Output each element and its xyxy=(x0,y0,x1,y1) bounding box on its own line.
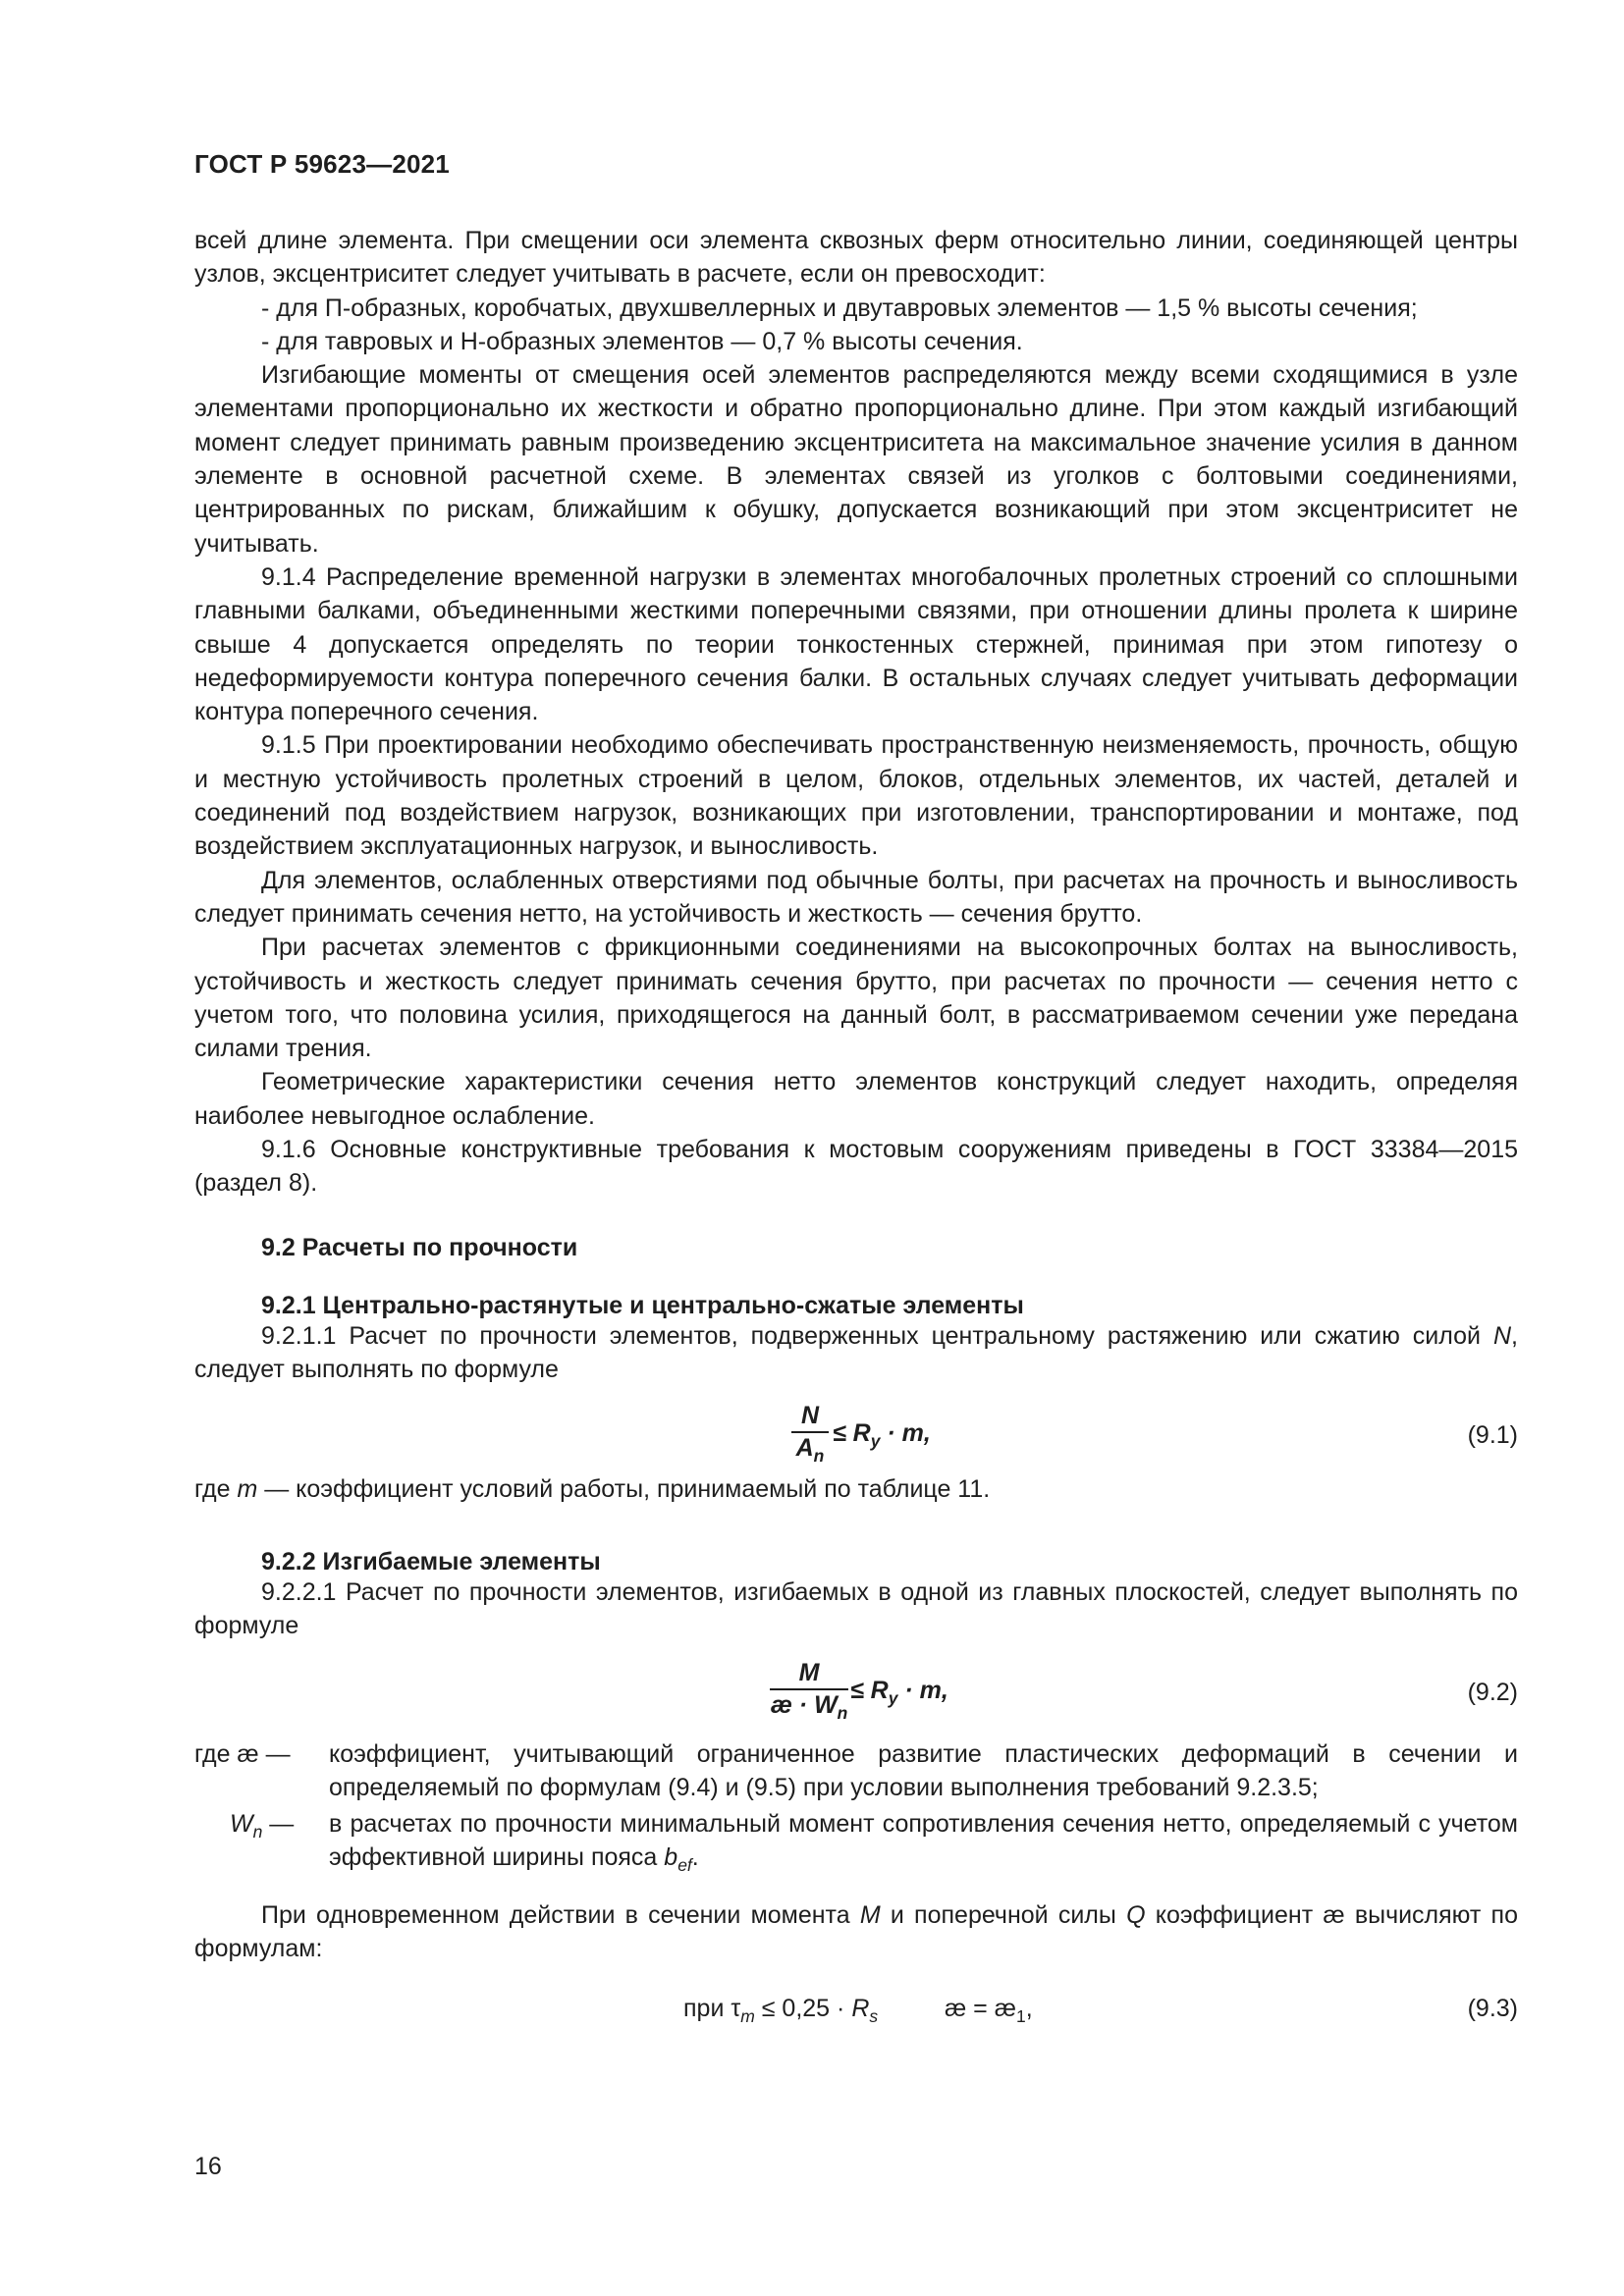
paragraph-9-2-2-1: 9.2.2.1 Расчет по прочности элементов, изгибаемых в одной из главных плоскостей, следует выполнять по формуле xyxy=(194,1578,1518,1640)
fraction xyxy=(791,1402,829,1467)
variable: m xyxy=(237,1475,258,1503)
paragraph: всей длине элемента. При смещении оси элемента сквозных ферм относительно линии, соединяющей центры узлов, эксцентриситет следует учитывать в расчете, если он превосходит: xyxy=(194,227,1518,289)
list-item: - для тавровых и Н-образных элементов — 0,7 % высоты сечения. xyxy=(261,327,1023,355)
paragraph: Изгибающие моменты от смещения осей элементов распределяются между всеми сходящимися в узле элементами пропорционально их жесткости и обратно пропорционально длине. При этом каждый изгибающий момент следует принимать равным произведению эксцентриситета на максимальное значение усилия в данном элементе в основной расчетной схеме. В элементах связей из уголков с болтовыми соединениями, центрированных по рискам, ближайшим к обушку, допускается возникающий при этом эксцентриситет не учитывать. xyxy=(194,361,1518,558)
paragraph-9-1-6: 9.1.6 Основные конструктивные требования к мостовым сооружениям приведены в ГОСТ 33384—2015 (раздел 8). xyxy=(194,1136,1518,1198)
fraction-bar xyxy=(770,1688,848,1690)
paragraph-9-1-4: 9.1.4 Распределение временной нагрузки в элементах многобалочных пролетных строений со сплошными главными балками, объединенными жесткими поперечными связями, при отношении длины пролета к ширине свыше 4 допускается определять по теории тонкостенных стержней, принимая при этом гипотезу о недеформируемости контура поперечного сечения балки. В остальных случаях следует учитывать деформации контура поперечного сечения. xyxy=(194,562,1518,726)
formula-result: æ = $æ_1$, xyxy=(945,1995,1033,2026)
definition-term: $W_n$ — xyxy=(230,1809,295,1842)
formula-rhs: ≤ $R_y \cdot m$, xyxy=(850,1677,948,1708)
definition-item xyxy=(194,1807,1518,1883)
numerator: N xyxy=(800,1402,820,1429)
paragraph-9-2-1-1 xyxy=(194,1319,1518,1387)
section-heading-9-2-2: 9.2.2 Изгибаемые элементы xyxy=(261,1548,601,1575)
denominator: $A_n$ xyxy=(795,1434,825,1466)
fraction-bar xyxy=(791,1431,829,1433)
paragraph: При одновременном действии в сечении момента M и поперечной силы Q коэффициент æ вычисляют по формулам: xyxy=(194,1901,1518,1963)
equation-number: (9.3) xyxy=(1467,1995,1518,2022)
equation-number: (9.1) xyxy=(1467,1421,1518,1449)
document-header: ГОСТ Р 59623—2021 xyxy=(194,149,450,179)
paragraph: При расчетах элементов с фрикционными соединениями на высокопрочных болтах на выносливость, устойчивость и жесткость следует принимать сечения брутто, при расчетах по прочности — сечения нетто с учетом того, что половина усилия, приходящегося на данный болт, в рассматриваемом сечении уже передана силами трения. xyxy=(194,934,1518,1063)
section-heading-9-2-1: 9.2.1 Центрально-растянутые и центрально-сжатые элементы xyxy=(261,1292,1024,1319)
variable: N xyxy=(1492,1322,1512,1350)
paragraph: Для элементов, ослабленных отверстиями под обычные болты, при расчетах на прочность и выносливость следует принимать сечения нетто, на устойчивость и жесткость — сечения брутто. xyxy=(194,866,1518,928)
formula-condition: при $\tau_m \le 0,25 \cdot R_s$ xyxy=(683,1995,879,2026)
definition-term: где æ — xyxy=(194,1740,291,1768)
formula-rhs: ≤ $R_y \cdot m$, xyxy=(833,1419,931,1451)
fraction xyxy=(770,1659,848,1724)
body-text xyxy=(194,224,1518,1201)
formula-explanation: где m — коэффициент условий работы, принимаемый по таблице 11. xyxy=(194,1475,991,1503)
numerator: M xyxy=(798,1659,820,1686)
definition-text: коэффициент, учитывающий ограниченное развитие пластических деформаций в сечении и определяемый по формулам (9.4) и (9.5) при условии выполнения требований 9.2.3.5; xyxy=(329,1740,1518,1802)
text: , следует выполнять по формуле xyxy=(194,1322,1518,1384)
text: 9.2.1.1 Расчет по прочности элементов, подверженных центральному растяжению или сжатию силой xyxy=(261,1322,1493,1350)
denominator: æ · $W_n$ xyxy=(770,1691,848,1723)
list-item: - для П-образных, коробчатых, двухшвеллерных и двутавровых элементов — 1,5 % высоты сечения; xyxy=(261,294,1418,322)
page-number: 16 xyxy=(194,2153,222,2180)
equation-number: (9.2) xyxy=(1467,1679,1518,1706)
definition-text: в расчетах по прочности минимальный момент сопротивления сечения нетто, определяемый с учетом эффективной ширины пояса $b_{ef}$. xyxy=(329,1809,1518,1875)
definition-item xyxy=(194,1737,1518,1805)
section-heading-9-2: 9.2 Расчеты по прочности xyxy=(261,1234,578,1261)
paragraph: Геометрические характеристики сечения нетто элементов конструкций следует находить, определяя наиболее невыгодное ослабление. xyxy=(194,1068,1518,1130)
definitions-list xyxy=(194,1737,1518,1882)
paragraph-9-1-5: 9.1.5 При проектировании необходимо обеспечивать пространственную неизменяемость, прочность, общую и местную устойчивость пролетных строений в целом, блоков, отдельных элементов, их частей, деталей и соединений под воздействием нагрузок, возникающих при изготовлении, транспортировании и монтаже, под воздействием эксплуатационных нагрузок, и выносливость. xyxy=(194,731,1518,861)
